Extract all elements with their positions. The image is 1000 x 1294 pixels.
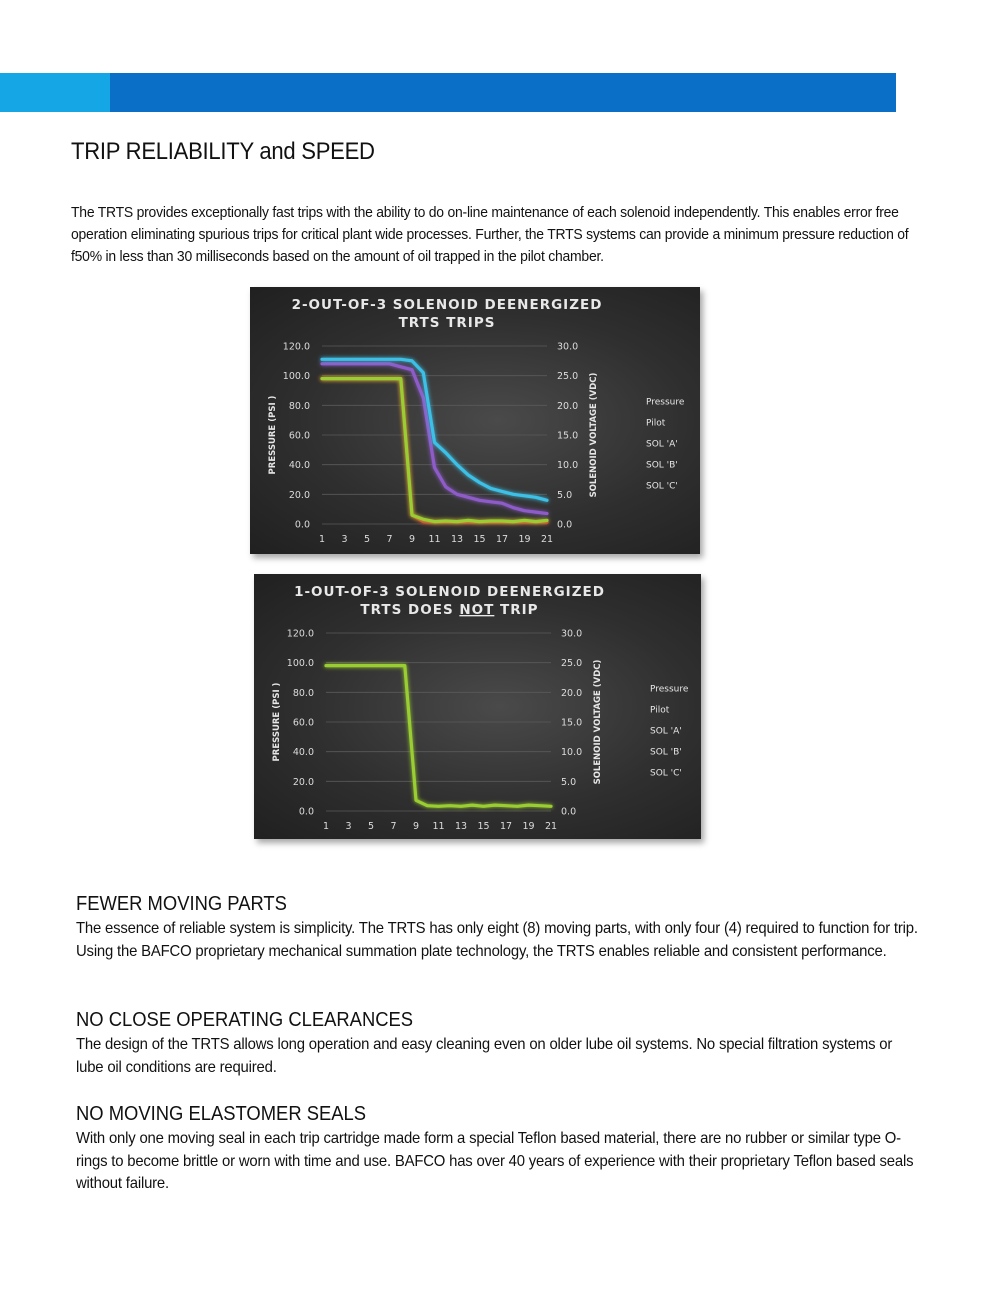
series-line-pilot bbox=[322, 359, 547, 500]
x-tick-label: 17 bbox=[499, 821, 513, 832]
x-tick-label: 7 bbox=[390, 821, 397, 832]
x-tick-label: 21 bbox=[544, 821, 558, 832]
y2-axis-label: SOLENOID VOLTAGE (VDC) bbox=[593, 659, 603, 785]
title-underlined-word: NOT bbox=[459, 602, 495, 618]
y-tick-label: 40.0 bbox=[292, 747, 314, 759]
x-tick-label: 1 bbox=[322, 821, 330, 832]
y2-tick-label: 0.0 bbox=[561, 806, 577, 818]
section-heading-moving-parts: FEWER MOVING PARTS bbox=[76, 893, 287, 915]
x-tick-label: 5 bbox=[363, 534, 371, 545]
chart-svg bbox=[254, 574, 701, 839]
x-tick-label: 1 bbox=[318, 534, 326, 545]
x-tick-label: 9 bbox=[408, 534, 416, 545]
y-tick-label: 100.0 bbox=[282, 371, 310, 383]
legend-label: Pressure bbox=[650, 684, 689, 695]
header-bar bbox=[110, 73, 896, 112]
x-tick-label: 13 bbox=[450, 534, 464, 545]
legend-label: SOL 'C' bbox=[646, 481, 678, 492]
y-tick-label: 80.0 bbox=[288, 400, 310, 412]
chart-title-line1: 1-OUT-OF-3 SOLENOID DEENERGIZED bbox=[294, 584, 605, 600]
x-tick-label: 15 bbox=[473, 534, 486, 545]
x-tick-label: 19 bbox=[522, 821, 535, 832]
x-tick-label: 9 bbox=[412, 821, 420, 832]
chart-title-line2: TRTS TRIPS bbox=[398, 315, 496, 331]
legend-label: SOL 'A' bbox=[650, 726, 682, 737]
legend-label: SOL 'B' bbox=[646, 460, 678, 471]
page-title: TRIP RELIABILITY and SPEED bbox=[71, 138, 375, 165]
section-body-elastomer-seals: With only one moving seal in each trip cartridge made form a special Teflon based material, there are no rubber or similar type O-rings to become brittle or worn with time and use. BAFCO has over 40 years of experience with their proprietary Teflon based seals without failure. bbox=[76, 1130, 914, 1192]
x-tick-label: 5 bbox=[367, 821, 375, 832]
x-tick-label: 3 bbox=[341, 534, 348, 545]
intro-paragraph: The TRTS provides exceptionally fast trips with the ability to do on-line maintenance of each solenoid independently. This enables error free operation eliminating spurious trips for critical plant wide processes. Further, the TRTS systems can provide a minimum pressure reduction of f50% in less than 30 milliseconds based on the amount of oil trapped in the pilot chamber. bbox=[71, 204, 909, 265]
y-tick-label: 20.0 bbox=[288, 489, 310, 501]
y2-tick-label: 20.0 bbox=[557, 400, 579, 412]
x-tick-label: 15 bbox=[477, 821, 490, 832]
y2-tick-label: 30.0 bbox=[557, 341, 579, 353]
legend-label: SOL 'B' bbox=[650, 747, 682, 758]
y-tick-label: 120.0 bbox=[286, 628, 314, 640]
section-body-moving-parts: The essence of reliable system is simplicity. The TRTS has only eight (8) moving parts, with only four (4) required to function for trip. Using the BAFCO proprietary mechanical summation plate technology, the TRTS enables reliable and consistent performance. bbox=[76, 920, 918, 960]
y2-tick-label: 25.0 bbox=[561, 658, 583, 670]
chart-one-of-three-deenergized bbox=[254, 574, 701, 839]
y-tick-label: 80.0 bbox=[292, 687, 314, 699]
series-line-solc bbox=[326, 666, 551, 807]
y-tick-label: 100.0 bbox=[286, 658, 314, 670]
y-tick-label: 120.0 bbox=[282, 341, 310, 353]
y2-tick-label: 25.0 bbox=[557, 371, 579, 383]
title-text: TRIP bbox=[494, 602, 539, 618]
y2-axis-label: SOLENOID VOLTAGE (VDC) bbox=[589, 372, 599, 498]
x-tick-label: 3 bbox=[345, 821, 352, 832]
y2-tick-label: 5.0 bbox=[557, 489, 573, 501]
x-tick-label: 11 bbox=[428, 534, 441, 545]
section-body-clearances: The design of the TRTS allows long operation and easy cleaning even on older lube oil systems. No special filtration systems or lube oil conditions are required. bbox=[76, 1036, 893, 1076]
y2-tick-label: 15.0 bbox=[561, 717, 583, 729]
section-heading-elastomer-seals: NO MOVING ELASTOMER SEALS bbox=[76, 1103, 367, 1125]
header-bar-accent bbox=[0, 73, 110, 112]
legend-label: Pilot bbox=[646, 418, 666, 429]
y-axis-label: PRESSURE (PSI ) bbox=[268, 395, 278, 475]
title-text: TRTS DOES bbox=[360, 602, 460, 618]
y-axis-label: PRESSURE (PSI ) bbox=[272, 682, 282, 762]
x-tick-label: 17 bbox=[495, 534, 509, 545]
y2-tick-label: 30.0 bbox=[561, 628, 583, 640]
y-tick-label: 40.0 bbox=[288, 460, 310, 472]
chart-title-line2 bbox=[360, 602, 538, 618]
legend-label: Pressure bbox=[646, 397, 685, 408]
chart-title-line1: 2-OUT-OF-3 SOLENOID DEENERGIZED bbox=[291, 297, 603, 313]
chart-two-of-three-deenergized bbox=[250, 287, 700, 554]
legend-label: Pilot bbox=[650, 705, 670, 716]
y2-tick-label: 10.0 bbox=[557, 460, 579, 472]
y2-tick-label: 0.0 bbox=[557, 519, 573, 531]
y2-tick-label: 15.0 bbox=[557, 430, 579, 442]
section-heading-clearances: NO CLOSE OPERATING CLEARANCES bbox=[76, 1009, 414, 1031]
y2-tick-label: 10.0 bbox=[561, 747, 583, 759]
y-tick-label: 0.0 bbox=[298, 806, 314, 818]
legend-label: SOL 'C' bbox=[650, 768, 682, 779]
y2-tick-label: 20.0 bbox=[561, 687, 583, 699]
x-tick-label: 7 bbox=[386, 534, 393, 545]
chart-svg bbox=[250, 287, 700, 554]
x-tick-label: 21 bbox=[540, 534, 554, 545]
y-tick-label: 60.0 bbox=[292, 717, 314, 729]
series-line-solb bbox=[322, 379, 547, 523]
x-tick-label: 11 bbox=[432, 821, 445, 832]
legend-label: SOL 'A' bbox=[646, 439, 678, 450]
x-tick-label: 19 bbox=[518, 534, 531, 545]
y-tick-label: 60.0 bbox=[288, 430, 310, 442]
x-tick-label: 13 bbox=[454, 821, 468, 832]
y-tick-label: 0.0 bbox=[294, 519, 310, 531]
y2-tick-label: 5.0 bbox=[561, 776, 577, 788]
y-tick-label: 20.0 bbox=[292, 776, 314, 788]
series-line-solc bbox=[322, 379, 547, 522]
